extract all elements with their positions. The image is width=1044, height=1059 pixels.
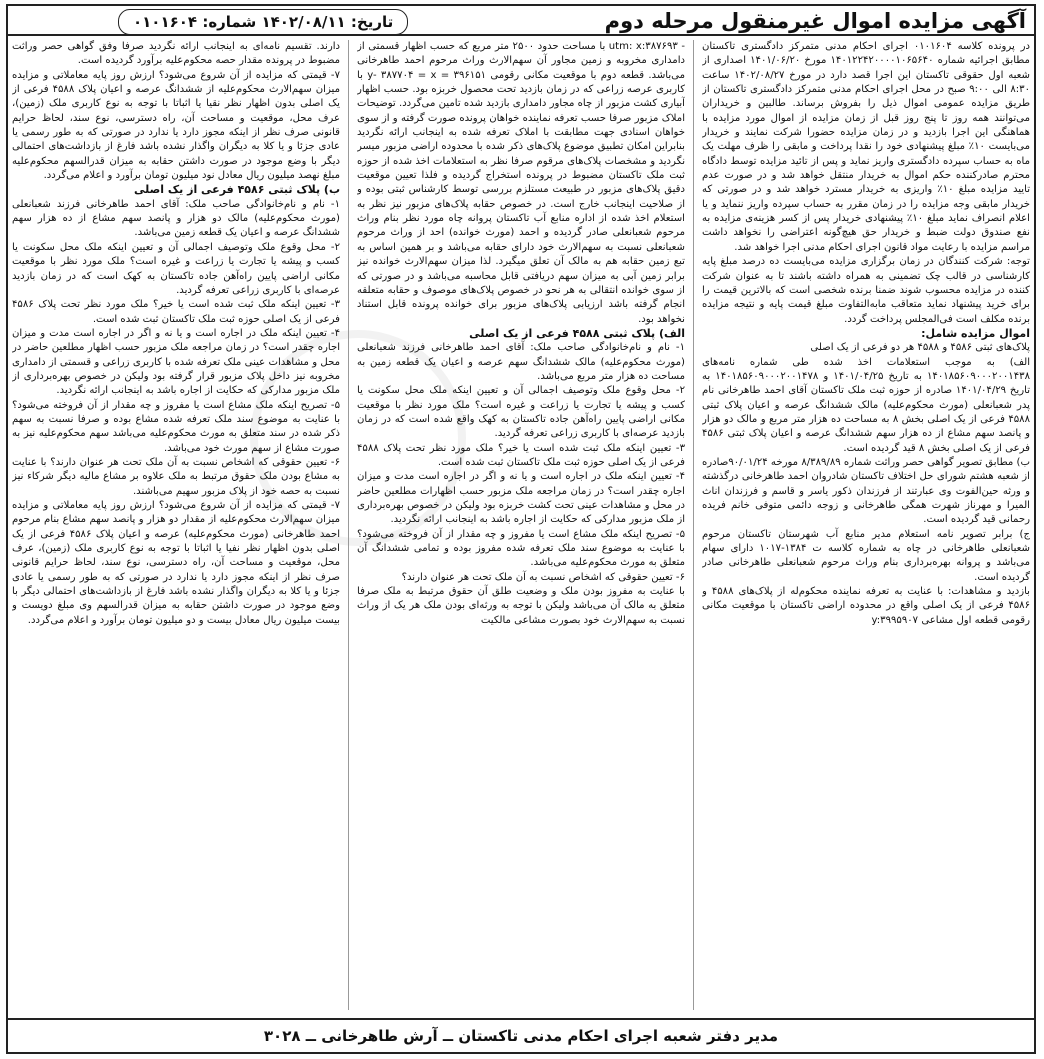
paragraph: دارند. تقسیم نامه‌ای به اینجانب ارائه نگردید صرفا وفق گواهی حصر وراثت مضبوط در پرونده مقدار حصه محکوم‌علیه برآورد گردیده است. [12,41,340,67]
paragraph: بازدید و مشاهدات: با عنایت به تعرفه نماینده محکوم‌له از پلاک‌های ۴۵۸۸ و ۴۵۸۶ فرعی از یک اصلی واقع در محدوده اراضی تاکستان با موقعیت مکانی رقومی قطعه اول مشاعی y:۳۹۹۵۹۰۷ [702,586,1030,626]
paragraph: در پرونده کلاسه ۰۱۰۱۶۰۴ اجرای احکام مدنی متمرکز دادگستری تاکستان مطابق اجرائیه شماره ۱۴۰۱۲۲۴۲۰۰۰۰۱۰۶۵۶۴۰ مورخ ۱۴۰۱/۰۶/۲۰ اصداری از شعبه اول حقوقی تاکستان این اجرا قصد دارد در مورخ ۱۴۰۲/۰۸/۲۷ ساعت ۸:۳۰ الی ۹:۰۰ صبح در محل اجرای احکام مدنی متمرکز دادگستری تاکستان از طریق مزایده عمومی اموال ذیل را بفروش برساند. طالبین و خریداران می‌توانند همه روز تا پنج روز قبل از زمان مزایده از اموال مورد مزایده با هماهنگی این اجرا بازدید و در زمان مزایده حضورا شرکت نمایند و خریدار می‌بایست ۱۰٪ مبلغ پیشنهادی خود را نقدا پرداخت و مابقی را ظرف مهلت یک ماه به حساب سپرده دادگستری واریز نماید و پس از تائید مزایده توسط دادگاه محترم صادرکننده حکم اموال به خریدار منتقل خواهد شد و در صورت عدم تایید مزایده مبلغ ۱۰٪ واریزی به خریدار مسترد خواهد شد و در صورتی که خریدار مابقی وجه مزایده را در زمان مقرر به حساب سپرده واریز ننماید و یا اعلام انصراف نماید مبلغ ۱۰٪ پیشنهادی خریدار پس از کسر هزینه‌ی مزایده به نفع صندوق دولت ضبط و خریدار حق هیچ‌گونه اعتراضی را نخواهد داشت مراسم مزایده با رعایت مواد قانون اجرای احکام مدنی اجرا خواهد شد. [702,41,1030,253]
paragraph: ۵- تصریح اینکه ملک مشاع است یا مفروز و چه مقدار از آن فروخته می‌شود؟ با عنایت به موضوع سند ملک تعرفه شده مفروز بوده و تمامی ششدانگ آن متعلق به مورث محکوم‌علیه می‌باشد. [357,528,685,569]
paragraph: ۵- تصریح اینکه ملک مشاع است یا مفروز و چه مقدار از آن فروخته می‌شود؟ با عنایت به موضوع سند ملک تعرفه شده مشاع بوده و صرفا نسبت به سهم ذکر شده در سند متعلق به مورث محکوم‌علیه می‌باشد سهم محکوم‌علیه نیز به صورت مشاع از سهم مورث خود می‌باشد. [12,399,340,454]
section-heading: ب) پلاک ثبتی ۴۵۸۶ فرعی از یک اصلی [134,183,340,197]
section-heading: اموال مزایده شامل: [921,326,1030,340]
paragraph: ۳- تعیین اینکه ملک ثبت شده است یا خیر؟ ملک مورد نظر تحت پلاک ۴۵۸۸ فرعی از یک اصلی حوزه ثبت ملک تاکستان ثبت شده است. [357,442,685,468]
column-middle [357,40,685,1010]
paragraph: ۲- محل وقوع ملک وتوصیف اجمالی آن و تعیین اینکه ملک محل سکونت یا کسب و پیشه یا تجارت یا زراعت و غیره است؟ ملک مورد نظر با موقعیت مکانی اراضی پایین راه‌آهن جاده تاکستان به کهک واقع شده است که در زمان بازدید عرصه‌ای با کاربری زراعی تعرفه گردید. [357,385,685,440]
page-title: آگهی مزایده اموال غیرمنقول مرحله دوم [604,9,1026,33]
footer-signature: مدیر دفتر شعبه اجرای احکام مدنی تاکستان ــ آرش طاهرخانی ــ ۳۰۲۸ [8,1018,1034,1052]
paragraph: ۱- نام و نام‌خانوادگی صاحب ملک: آقای احمد طاهرخانی فرزند شعبانعلی (مورث محکوم‌علیه) مالک دو هزار و پانصد سهم مشاع از ده هزار سهم ششدانگ عرصه و اعیان یک قطعه زمین می‌باشد. [12,198,340,239]
paragraph: ج) برابر تصویر نامه استعلام مدیر منابع آب شهرستان تاکستان مرحوم شعبانعلی طاهرخانی در چاه به شماره کلاسه ت ۱۳۸۴-۱۰۱۷ دارای سهام می‌باشد و پروانه بهره‌برداری بنام وراث مرحوم شعبانعلی طاهرخانی صادر گردیده است. [702,528,1030,583]
paragraph: ۶- تعیین حقوقی که اشخاص نسبت به آن ملک تحت هر عنوان دارند؟ با عنایت به مشاع بودن ملک حقوق مرتبط به ملک علاوه بر مشاع مالیه دیگر شرکاء نیز نسبت به حصه خود از پلاک مزبور سهیم می‌باشند. [12,456,340,497]
paragraph: ۷- قیمتی که مزایده از آن شروع می‌شود؟ ارزش روز پایه معاملاتی و مزایده میزان سهم‌الارث محکوم‌علیه از ششدانگ عرصه و اعیان پلاک ۴۵۸۸ فرعی از یک اصلی بدون اظهار نظر نقیا یا اثباتا با توجه به نوع کاربری ملک (زمین)، عرف محل، موقعیت و مساحت آن، راه دسترسی، نوع سند، لحاظ حرایم قانونی صرف نظر از اینکه مجوز دارد یا ندارد در صورتی که به طور رسمی یا عادی جزئا و یا کلا به دیگران واگذار نشده باشد فارغ از بازداشت‌های احتمالی دیگر با وضع موجود در صورت داشتن حقابه به میزان قدرالسهم محکوم‌علیه مبلغ نهصد میلیون ریال معادل نود میلیون تومان برآورد و اعلام می‌گردد. [12,69,340,182]
date-number-badge: تاریخ: ۱۴۰۲/۰۸/۱۱ شماره: ۰۱۰۱۶۰۴ [118,9,408,35]
column-divider [348,40,349,1010]
paragraph: ۷- قیمتی که مزایده از آن شروع می‌شود؟ ارزش روز پایه معاملاتی و مزایده میزان سهم‌الارث محکوم‌علیه از مقدار دو هزار و پانصد سهم مشاع بنام مرحوم احمد طاهرخانی (مورث محکوم‌علیه) عرصه و اعیان پلاک ۴۵۸۶ فرعی از یک اصلی بدون اظهار نظر نفیا یا اثباتا با توجه به نوع کاربری ملک (زمین)، عرف محل، موقعیت و مساحت آن، راه دسترسی، نوع سند، لحاظ حرایم قانونی صرف نظر از اینکه مجوز دارد یا ندارد در صورتی که به طور رسمی یا عادی جزئا و یا کلا به دیگران واگذار نشده باشد فارغ از بازداشت‌های احتمالی دیگر با وضع موجود در صورت داشتن حقابه به میزان قدرالسهم وی مبلغ دویست و بیست میلیون ریال معادل بیست و دو میلیون تومان برآورد و اعلام می‌گردد. [12,500,340,626]
paragraph: الف) به موجب استعلامات اخذ شده طی شماره نامه‌های ۱۴۰۱۸۵۶۰۹۰۰۰۲۰۰۱۴۳۸ به تاریخ ۱۴۰۱/۰۴/۲۵ و ۱۴۰۱۸۵۶۰۹۰۰۰۲۰۰۱۴۷۸ به تاریخ ۱۴۰۱/۰۴/۲۹ صادره از حوزه ثبت ملک تاکستان آقای احمد طاهرخانی نام پدر شعبانعلی (مورث محکوم‌علیه) مالک ششدانگ عرصه و اعیان پلاک ثبتی ۴۵۸۸ فرعی از یک اصلی بخش ۸ به مساحت ده هزار متر مربع و مالک دو هزار و پانصد سهم مشاع از ده هزار سهم ششدانگ عرصه و اعیان پلاک ثبتی ۴۵۸۶ فرعی از یک اصلی بخش ۸ قید گردیده است. [702,356,1030,454]
column-right [702,40,1030,1010]
paragraph: ۴- تعیین اینکه ملک در اجاره است و یا نه و اگر در اجاره است مدت و میزان اجاره چقدر است؟ در زمان مراجعه ملک مزبور حسب اظهار مطلعین حاضر در محل و مشاهدات عینی ملک تعرفه شده با کاربری زراعی و قسمتی از دامداری مخروبه نیز داخل پلاک مزبور قرار گرفته بود ولیکن در خصوص بهره‌برداری از ملک مزبور مدارکی که حکایت از اجاره باشد به اینجانب ارائه نگردید. [12,327,340,397]
paragraph: ۶- تعیین حقوقی که اشخاص نسبت به آن ملک تحت هر عنوان دارند؟ [401,571,685,583]
paragraph: توجه: شرکت کنندگان در زمان برگزاری مزایده می‌بایست ده درصد مبلغ پایه کارشناسی در قالب چک تضمینی به همراه داشته باشند تا به عنوان شرکت کننده در مزایده محسوب شوند ضمنا برنده شخصی است که بالاترین قیمت را برای خرید پیشنهاد نماید متعاقب مابه‌التفاوت مبلغ قیمت پایه و نتیجه مزایده برنده مکلف است فی‌المجلس پرداخت گردد. [702,256,1030,325]
section-heading: الف) پلاک ثبتی ۴۵۸۸ فرعی از یک اصلی [469,326,685,340]
paragraph: ۴- تعیین اینکه ملک در اجاره است و یا نه و اگر در اجاره است مدت و میزان اجاره چقدر است؟ در زمان مراجعه ملک مزبور حسب اظهارات مطلعین حاضر در محل و مشاهدات عینی تحت کشت خربزه بود ولیکن در خصوص بهره‌برداری از ملک مزبور مدارکی که حکایت از اجاره باشد به اینجانب ارائه نگردید. [357,471,685,526]
page-header [8,6,1034,36]
article-columns [12,40,1030,1010]
paragraph: ۱- نام و نام‌خانوادگی صاحب ملک: آقای احمد طاهرخانی فرزند شعبانعلی (مورث محکوم‌علیه) مالک ششدانگ سهم عرصه و اعیان یک قطعه زمین به مساحت ده هزار متر مربع می‌باشد. [357,342,685,382]
paragraph: پلاک‌های ثبتی ۴۵۸۶ و ۴۵۸۸ هر دو فرعی از یک اصلی [810,342,1030,354]
column-divider [693,40,694,1010]
paragraph: - utm: x:۳۸۷۶۹۳ با مساحت حدود ۲۵۰۰ متر مربع که حسب اظهار قسمتی از دامداری مخروبه و زمین مجاور آن سهم‌الارث وراث مرحوم احمد طاهرخانی می‌باشد. قطعه دوم با موقعیت مکانی رقومی ۳۹۶۱۵۱ = y- ۳۸۷۷۰۴ = x با کاربری عرصه زراعی که در زمان بازدید تحت محصول خربزه بود. حسب اظهار آبیاری کشت مزبور از چاه مجاور دامداری بازدید شده تامین می‌گردد. توضیحات املاک مزبور صرفا حسب تعرفه نماینده خواهان پرونده صورت گرفته و از سوی خواهان اسنادی جهت مطابقت با املاک تعرفه شده به اینجانب ارائه نگردید بنابراین امکان تطبیق موضوع پلاک‌های ذکر شده با محدوده اراضی مزبور میسر نگردید و مشخصات پلاک‌های مرقوم صرفا نظر به استعلامات اخذ شده از حوزه ثبت ملک تاکستان مضبوط در پرونده استخراج گردیده و فلذا تعیین موقعیت دقیق پلاک‌های مزبور در طبیعت مستلزم بررسی توسط کارشناس ثبتی بوده و از صلاحیت اینجانب خارج است. در خصوص حقابه پلاک‌های مزبور نیز نظر به استعلام اخذ شده از اداره منابع آب تاکستان پروانه چاه مورد نظر بنام وراث مرحوم شعبانعلی صادر گردیده و احمد (مورث خوانده) احد از وراث مرحوم شعبانعلی نسبت به سهم‌الارث خود دارای حقابه می‌باشد و بر همین اساس به تبع زمین حقابه هم به مالک آن تعلق میگیرد. لذا میزان سهم‌الارث خوانده نیز برابر زمین آبی به میزان سهم دریافتی قابل محاسبه می‌باشد و در صورتی که از سوی خوانده انتقالی به هر نحو در خصوص پلاک‌های موصوف و حقابه متعلقه انجام گرفته باشد ارزیابی پلاک‌های مزبور برای خوانده پرونده قابل استناد نخواهد بود. [357,41,685,325]
paragraph: ب) مطابق تصویر گواهی حصر وراثت شماره ۸/۳۸۹/۸۹ مورخه ۹۰/۰۱/۲۴صادره از شعبه هشتم شورای حل اختلاف تاکستان شادروان احمد طاهرخانی درگذشته و ورثه حین‌الفوت وی عبارتند از فرزندان ذکور یاسر و قاسم و فرزندان اناث المیرا و مهرناز شهرت همگی طاهرخانی و زوجه دائمی متوفی خانم فریده رحمانی قید گردیده است. [702,456,1030,526]
paragraph: ۳- تعیین اینکه ملک ثبت شده است یا خیر؟ ملک مورد نظر تحت پلاک ۴۵۸۶ فرعی از یک اصلی حوزه ثبت ملک تاکستان ثبت شده است. [12,299,340,325]
paragraph: با عنایت به مفروز بودن ملک و وضعیت طلق آن حقوق مرتبط به ملک صرفا متعلق به مالک آن می‌باشد ولیکن با توجه به ورثه‌ای بودن ملک هر یک از وراث نسبت به سهم‌الارث خود بصورت مشاعی مالکیت [357,586,685,626]
column-left [12,40,340,1010]
paragraph: ۲- محل وقوع ملک وتوصیف اجمالی آن و تعیین اینکه ملک محل سکونت یا کسب و پیشه یا تجارت یا زراعت و غیره است؟ ملک مورد نظر با موقعیت مکانی اراضی پایین راه‌آهن جاده تاکستان به کهک است که در زمان بازدید عرصه‌ای با کاربری زراعی تعرفه گردید. [12,241,340,296]
